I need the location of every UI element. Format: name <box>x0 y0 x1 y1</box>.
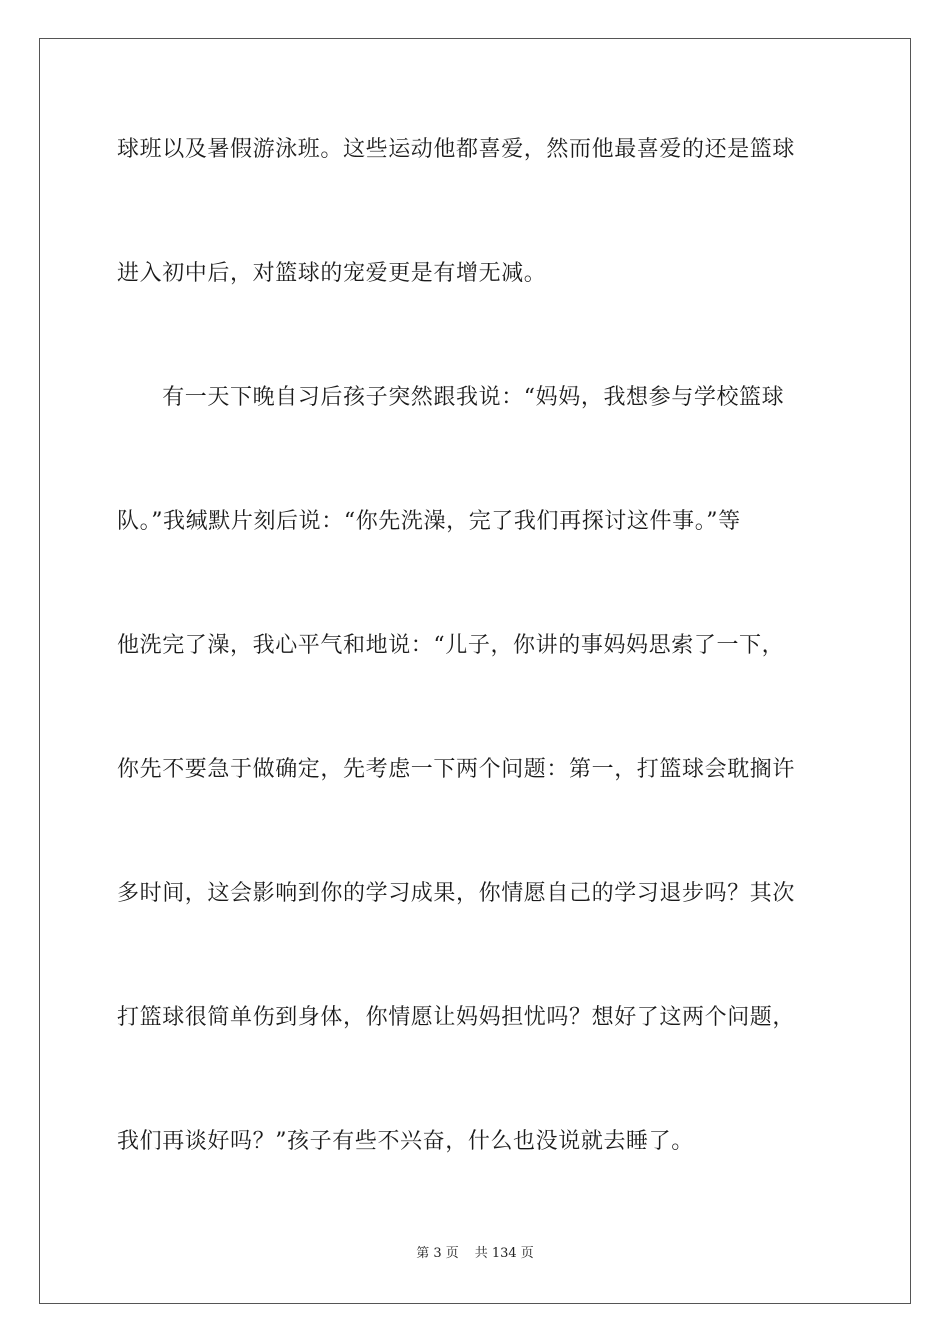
page-footer <box>0 1245 950 1263</box>
paragraph-line-1: 球班以及暑假游泳班。这些运动他都喜爱，然而他最喜爱的还是篮球 <box>117 137 796 162</box>
paragraph-line-3: 有一天下晚自习后孩子突然跟我说：“妈妈，我想参与学校篮球 <box>117 385 785 410</box>
paragraph-line-9: 我们再谈好吗？”孩子有些不兴奋，什么也没说就去睡了。 <box>117 1129 694 1154</box>
total-pages: 共 134 页 <box>474 1246 534 1261</box>
paragraph-line-8: 打篮球很简单伤到身体，你情愿让妈妈担忧吗？想好了这两个问题， <box>117 1005 796 1030</box>
paragraph-line-6: 你先不要急于做确定，先考虑一下两个问题：第一，打篮球会耽搁许 <box>117 757 796 782</box>
paragraph-line-4: 队。”我缄默片刻后说：“你先洗澡，完了我们再探讨这件事。”等 <box>117 509 741 534</box>
paragraph-line-2: 进入初中后，对篮球的宠爱更是有增无减。 <box>117 261 547 286</box>
paragraph-line-5: 他洗完了澡，我心平气和地说：“儿子，你讲的事妈妈思索了一下， <box>117 633 785 658</box>
page-number: 第 3 页 <box>416 1246 459 1261</box>
paragraph-line-7: 多时间，这会影响到你的学习成果，你情愿自己的学习退步吗？其次 <box>117 881 796 906</box>
page-border <box>39 38 911 1304</box>
